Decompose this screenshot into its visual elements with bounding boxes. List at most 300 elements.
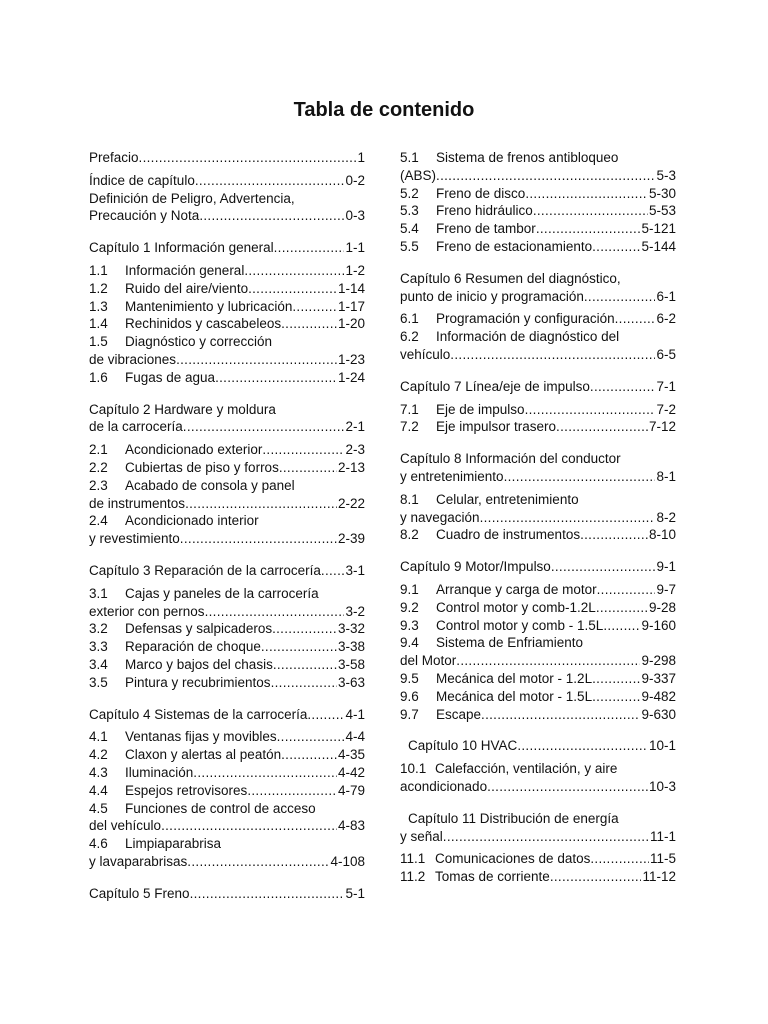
- dot-leader: [271, 674, 337, 692]
- entry-text: Tomas de corriente: [435, 869, 550, 885]
- toc-entry[interactable]: [89, 706, 365, 724]
- section-number: 1.3: [89, 298, 108, 314]
- entry-text: Capítulo 10 HVAC: [408, 738, 518, 754]
- toc-entry[interactable]: [89, 585, 365, 621]
- dot-leader: [533, 202, 648, 220]
- section-number: 5.5: [400, 238, 419, 254]
- entry-text: Capítulo 1 Información general: [89, 240, 274, 256]
- entry-title: [400, 310, 615, 328]
- toc-entry[interactable]: [400, 760, 676, 796]
- entry-title: [400, 378, 590, 396]
- section-number: 9.7: [400, 706, 419, 722]
- dot-leader: [517, 737, 648, 755]
- entry-title: [400, 558, 551, 576]
- page-number: 4-1: [345, 706, 365, 722]
- dot-leader: [277, 728, 345, 746]
- entry-title: [89, 149, 139, 167]
- toc-entry[interactable]: [400, 558, 676, 576]
- section-number: 2.2: [89, 459, 108, 475]
- toc-entry[interactable]: [89, 280, 365, 298]
- page-number: 3-1: [345, 562, 365, 578]
- section-number: 4.2: [89, 747, 108, 763]
- section-number: 5.1: [400, 150, 419, 165]
- page-number: 1-20: [337, 316, 365, 332]
- entry-text: de vibraciones: [89, 351, 177, 367]
- toc-entry[interactable]: [400, 418, 676, 436]
- section-number: 3.3: [89, 639, 108, 655]
- dot-leader: [262, 441, 344, 459]
- toc-entry[interactable]: [89, 782, 365, 800]
- page-number: 5-3: [656, 167, 676, 183]
- dot-leader: [596, 599, 648, 617]
- section-number: 1.4: [89, 316, 108, 332]
- section-number: 11.1: [400, 851, 426, 867]
- toc-entry[interactable]: [400, 450, 676, 486]
- entry-text: Escape: [436, 706, 482, 722]
- page-number: 6-1: [656, 288, 676, 304]
- entry-text: Mecánica del motor - 1.2L: [436, 670, 593, 686]
- entry-text: (ABS): [400, 167, 437, 183]
- entry-text: Cubiertas de piso y forros: [125, 459, 279, 475]
- toc-entry[interactable]: [400, 850, 676, 868]
- page-number: 1-1: [345, 240, 365, 256]
- toc-entry[interactable]: [400, 220, 676, 238]
- dot-leader: [450, 346, 655, 364]
- entry-title: [89, 835, 221, 853]
- entry-title: [408, 810, 619, 828]
- page-number: 11-12: [642, 869, 676, 885]
- entry-title: [400, 688, 592, 706]
- entry-title: [400, 238, 592, 256]
- entry-title: [89, 706, 307, 724]
- dot-leader: [195, 172, 345, 190]
- entry-title: [400, 850, 590, 868]
- dot-leader: [281, 315, 337, 333]
- section-number: 8.1: [400, 491, 419, 507]
- section-number: 1.1: [89, 262, 108, 278]
- page-number: 3-38: [337, 639, 365, 655]
- entry-text: Capítulo 7 Línea/eje de impulso: [400, 378, 590, 394]
- entry-title: [89, 728, 277, 746]
- page-number: 1-23: [337, 351, 365, 367]
- page-number: 1-17: [337, 298, 365, 314]
- entry-title: [89, 369, 215, 387]
- page-number: 1-14: [337, 280, 365, 296]
- dot-leader: [615, 310, 656, 328]
- entry-title: [408, 737, 517, 755]
- dot-leader: [272, 620, 337, 638]
- entry-title: [89, 746, 281, 764]
- toc-entry[interactable]: [400, 526, 676, 544]
- entry-text: Sistema de Enfriamiento: [436, 635, 584, 651]
- dot-leader: [190, 885, 345, 903]
- dot-leader: [436, 167, 655, 185]
- entry-title: [400, 617, 603, 635]
- dot-leader: [525, 401, 656, 419]
- entry-text: Eje de impulso: [436, 401, 525, 417]
- dot-leader: [161, 817, 337, 835]
- toc-entry[interactable]: [89, 638, 365, 656]
- page-number: 9-7: [656, 581, 676, 597]
- toc-entry[interactable]: [400, 634, 676, 670]
- section-number: 10.1: [400, 761, 427, 777]
- entry-text: Programación y configuración: [436, 311, 615, 327]
- section-number: 9.5: [400, 670, 419, 686]
- entry-title: [89, 401, 276, 419]
- page-number: 6-2: [656, 311, 676, 327]
- dot-leader: [603, 617, 640, 635]
- entry-text: Capítulo 9 Motor/Impulso: [400, 559, 551, 575]
- toc-entry[interactable]: [400, 688, 676, 706]
- toc-entry[interactable]: [400, 670, 676, 688]
- entry-title: [89, 562, 321, 580]
- toc-entry[interactable]: [400, 599, 676, 617]
- entry-text: del Motor: [400, 653, 457, 669]
- entry-text: Funciones de control de acceso: [125, 800, 316, 816]
- toc-right-column: [400, 149, 676, 886]
- page-number: 4-108: [330, 853, 365, 869]
- toc-entry[interactable]: [400, 868, 676, 886]
- entry-title: [89, 638, 261, 656]
- entry-title: [89, 333, 272, 351]
- section-number: 3.1: [89, 585, 108, 601]
- section-number: 7.2: [400, 419, 419, 435]
- entry-text: acondicionado: [400, 778, 488, 794]
- entry-text: Mantenimiento y lubricación: [125, 298, 293, 314]
- page-number: 9-482: [641, 688, 676, 704]
- toc-entry[interactable]: [89, 674, 365, 692]
- entry-text: Acondicionado interior: [125, 513, 259, 529]
- entry-text: y navegación: [400, 509, 480, 525]
- toc-entry[interactable]: [89, 562, 365, 580]
- entry-title: [89, 800, 316, 818]
- toc-entry[interactable]: [400, 202, 676, 220]
- page-number: 8-1: [656, 468, 676, 484]
- page-title: Tabla de contenido: [293, 99, 475, 121]
- entry-text: Información de diagnóstico del: [436, 329, 620, 345]
- page-number: 2-3: [345, 442, 365, 458]
- dot-leader: [592, 670, 640, 688]
- entry-title: [400, 185, 525, 203]
- entry-text: Cajas y paneles de la carrocería: [125, 585, 319, 601]
- toc-entry[interactable]: [89, 885, 365, 903]
- page-number: 3-63: [337, 674, 365, 690]
- toc-entry[interactable]: [89, 149, 365, 167]
- dot-leader: [307, 706, 344, 724]
- page-number: 7-12: [648, 419, 676, 435]
- section-number: 5.2: [400, 185, 419, 201]
- entry-title: [400, 526, 580, 544]
- page-number: 9-298: [641, 653, 676, 669]
- toc-entry[interactable]: [400, 328, 676, 364]
- entry-text: Capítulo 4 Sistemas de la carrocería: [89, 706, 308, 722]
- entry-text: Sistema de frenos antibloqueo: [436, 150, 619, 165]
- entry-title: [400, 202, 533, 220]
- toc-entry[interactable]: [89, 298, 365, 316]
- entry-text: Calefacción, ventilación, y aire: [435, 761, 618, 777]
- toc-entry[interactable]: [89, 190, 365, 226]
- toc-entry[interactable]: [400, 581, 676, 599]
- toc-entry[interactable]: [400, 378, 676, 396]
- entry-title: [89, 459, 279, 477]
- entry-text: Celular, entretenimiento: [436, 491, 579, 507]
- toc-entry[interactable]: [89, 459, 365, 477]
- dot-leader: [244, 262, 344, 280]
- entry-title: [400, 328, 619, 346]
- toc-entry[interactable]: [89, 239, 365, 257]
- entry-text: Ruido del aire/viento: [125, 280, 249, 296]
- section-number: 3.5: [89, 674, 108, 690]
- section-number: 3.4: [89, 656, 108, 672]
- entry-text: Control motor y comb - 1.5L: [436, 617, 604, 633]
- page-number: 2-13: [337, 459, 365, 475]
- toc-entry[interactable]: [400, 491, 676, 527]
- section-number: 6.2: [400, 329, 419, 345]
- section-number: 8.2: [400, 527, 419, 543]
- entry-text: Comunicaciones de datos: [435, 851, 591, 867]
- entry-text: Información general: [125, 262, 245, 278]
- entry-title: [89, 298, 292, 316]
- toc-entry[interactable]: [400, 617, 676, 635]
- toc-entry[interactable]: [89, 315, 365, 333]
- entry-text: y señal: [400, 828, 443, 844]
- entry-text: Pintura y recubrimientos: [125, 674, 271, 690]
- section-number: 4.1: [89, 729, 108, 745]
- toc-entry[interactable]: [89, 835, 365, 871]
- entry-text: Capítulo 3 Reparación de la carrocería: [89, 562, 321, 578]
- entry-text: exterior con pernos: [89, 603, 205, 619]
- entry-title: [89, 885, 190, 903]
- entry-text: Acabado de consola y panel: [125, 477, 295, 493]
- toc-entry[interactable]: [89, 800, 365, 836]
- dot-leader: [292, 298, 337, 316]
- entry-text: Claxon y alertas al peatón: [125, 747, 282, 763]
- toc-left-column: [89, 149, 365, 902]
- entry-text: Control motor y comb-1.2L: [436, 599, 596, 615]
- entry-text: del vehículo: [89, 818, 162, 834]
- dot-leader: [590, 850, 649, 868]
- toc-entry[interactable]: [400, 706, 676, 724]
- dot-leader: [597, 581, 656, 599]
- dot-leader: [487, 778, 648, 796]
- dot-leader: [183, 418, 345, 436]
- toc-entry[interactable]: [89, 512, 365, 548]
- toc-entry[interactable]: [400, 310, 676, 328]
- dot-leader: [551, 558, 656, 576]
- entry-title: [89, 782, 247, 800]
- entry-title: [400, 401, 525, 419]
- section-number: 7.1: [400, 401, 419, 417]
- dot-leader: [556, 418, 648, 436]
- toc-entry[interactable]: [89, 620, 365, 638]
- toc-entry[interactable]: [400, 238, 676, 256]
- section-number: 4.6: [89, 836, 108, 852]
- entry-title: [400, 491, 579, 509]
- page-number: 9-630: [641, 706, 676, 722]
- entry-title: [400, 868, 550, 886]
- entry-text: Prefacio: [89, 150, 139, 165]
- entry-title: [400, 670, 592, 688]
- toc-entry[interactable]: [89, 441, 365, 459]
- toc-entry[interactable]: [400, 185, 676, 203]
- entry-title: [400, 270, 621, 288]
- entry-text: Definición de Peligro, Advertencia,: [89, 190, 295, 206]
- entry-text: Capítulo 5 Freno: [89, 885, 190, 901]
- section-number: 9.1: [400, 581, 419, 597]
- entry-title: [400, 220, 536, 238]
- toc-entry[interactable]: [400, 270, 676, 306]
- entry-text: Arranque y carga de motor: [436, 581, 597, 597]
- section-number: 4.3: [89, 764, 108, 780]
- page-number: 7-1: [656, 378, 676, 394]
- dot-leader: [525, 185, 648, 203]
- section-number: 2.4: [89, 513, 108, 529]
- page-number: 11-5: [649, 851, 676, 867]
- dot-leader: [592, 238, 640, 256]
- section-number: 2.3: [89, 477, 108, 493]
- dot-leader: [176, 351, 337, 369]
- entry-text: Espejos retrovisores: [125, 782, 248, 798]
- dot-leader: [536, 220, 641, 238]
- entry-text: Iluminación: [125, 764, 194, 780]
- dot-leader: [185, 495, 337, 513]
- page-number: 3-58: [337, 656, 365, 672]
- toc-entry[interactable]: [89, 401, 365, 437]
- toc-entry[interactable]: [400, 401, 676, 419]
- page-number: 3-32: [337, 621, 365, 637]
- page-number: 5-1: [345, 885, 365, 901]
- page-number: 3-2: [345, 603, 365, 619]
- page-number: 2-39: [337, 531, 365, 547]
- dot-leader: [456, 652, 640, 670]
- entry-text: Acondicionado exterior: [125, 442, 263, 458]
- entry-title: [400, 581, 597, 599]
- page-number: 10-1: [648, 738, 676, 754]
- entry-text: Rechinidos y cascabeleos: [125, 316, 282, 332]
- entry-text: y revestimiento: [89, 531, 180, 547]
- entry-text: punto de inicio y programación: [400, 288, 584, 304]
- page-number: 2-1: [345, 419, 365, 435]
- page-number: 0-2: [345, 172, 365, 188]
- entry-text: de instrumentos: [89, 495, 186, 511]
- page-number: 11-1: [649, 828, 676, 844]
- dot-leader: [584, 288, 656, 306]
- toc-entry[interactable]: [400, 810, 676, 846]
- dot-leader: [590, 378, 656, 396]
- dot-leader: [261, 638, 337, 656]
- toc-entry[interactable]: [89, 656, 365, 674]
- section-number: 9.6: [400, 688, 419, 704]
- dot-leader: [139, 149, 357, 167]
- entry-title: [400, 149, 618, 167]
- entry-text: Freno de estacionamiento: [436, 238, 593, 254]
- entry-title: [89, 620, 272, 638]
- page-number: 4-42: [337, 764, 365, 780]
- toc-entry[interactable]: [89, 477, 365, 513]
- page-number: 7-2: [656, 401, 676, 417]
- entry-text: de la carrocería: [89, 419, 183, 435]
- entry-text: Cuadro de instrumentos: [436, 527, 581, 543]
- toc-entry[interactable]: [89, 728, 365, 746]
- section-number: 1.2: [89, 280, 108, 296]
- section-number: 5.3: [400, 203, 419, 219]
- entry-text: vehículo: [400, 346, 451, 362]
- section-number: 11.2: [400, 869, 426, 885]
- section-number: 9.2: [400, 599, 419, 615]
- section-number: 3.2: [89, 621, 108, 637]
- entry-title: [400, 450, 621, 468]
- toc-entry[interactable]: [400, 737, 676, 755]
- page-number: 1-24: [337, 369, 365, 385]
- entry-text: Reparación de choque: [125, 639, 261, 655]
- toc-entry[interactable]: [89, 172, 365, 190]
- entry-title: [89, 441, 262, 459]
- dot-leader: [321, 562, 345, 580]
- entry-title: [400, 706, 481, 724]
- page-number: 10-3: [648, 778, 676, 794]
- toc-entry[interactable]: [400, 149, 676, 185]
- entry-title: [89, 172, 195, 190]
- entry-text: Capítulo 11 Distribución de energía: [408, 810, 619, 826]
- entry-text: Precaución y Nota: [89, 208, 200, 224]
- entry-title: [89, 190, 295, 208]
- page-number: 2-22: [337, 495, 365, 511]
- dot-leader: [480, 509, 656, 527]
- entry-text: Marco y bajos del chasis: [125, 656, 273, 672]
- entry-title: [89, 262, 244, 280]
- toc-entry[interactable]: [89, 262, 365, 280]
- page-number: 4-4: [345, 729, 365, 745]
- dot-leader: [247, 782, 337, 800]
- entry-title: [89, 512, 259, 530]
- section-number: 9.4: [400, 635, 419, 651]
- page-number: 8-2: [656, 509, 676, 525]
- entry-title: [400, 634, 583, 652]
- toc-entry[interactable]: [89, 333, 365, 369]
- toc-entry[interactable]: [89, 746, 365, 764]
- dot-leader: [504, 468, 656, 486]
- entry-text: Fugas de agua: [125, 369, 216, 385]
- entry-title: [400, 599, 596, 617]
- toc-entry[interactable]: [89, 369, 365, 387]
- entry-text: Freno de disco: [436, 185, 526, 201]
- entry-title: [400, 418, 556, 436]
- entry-text: y lavaparabrisas: [89, 853, 188, 869]
- page-number: 5-144: [641, 238, 676, 254]
- page-number: 1: [357, 150, 365, 165]
- entry-text: Freno hidráulico: [436, 203, 533, 219]
- entry-text: Capítulo 8 Información del conductor: [400, 451, 621, 467]
- section-number: 1.6: [89, 369, 108, 385]
- dot-leader: [193, 764, 337, 782]
- entry-title: [89, 656, 273, 674]
- entry-text: Freno de tambor: [436, 221, 536, 237]
- dot-leader: [592, 688, 640, 706]
- entry-title: [89, 477, 295, 495]
- page-number: 8-10: [648, 527, 676, 543]
- entry-title: [89, 674, 271, 692]
- entry-title: [400, 760, 617, 778]
- section-number: 9.3: [400, 617, 419, 633]
- page-number: 9-28: [648, 599, 676, 615]
- entry-text: Eje impulsor trasero: [436, 419, 557, 435]
- dot-leader: [443, 828, 649, 846]
- dot-leader: [205, 603, 345, 621]
- toc-entry[interactable]: [89, 764, 365, 782]
- entry-text: Capítulo 6 Resumen del diagnóstico,: [400, 270, 621, 286]
- entry-text: Mecánica del motor - 1.5L: [436, 688, 593, 704]
- entry-title: [89, 315, 281, 333]
